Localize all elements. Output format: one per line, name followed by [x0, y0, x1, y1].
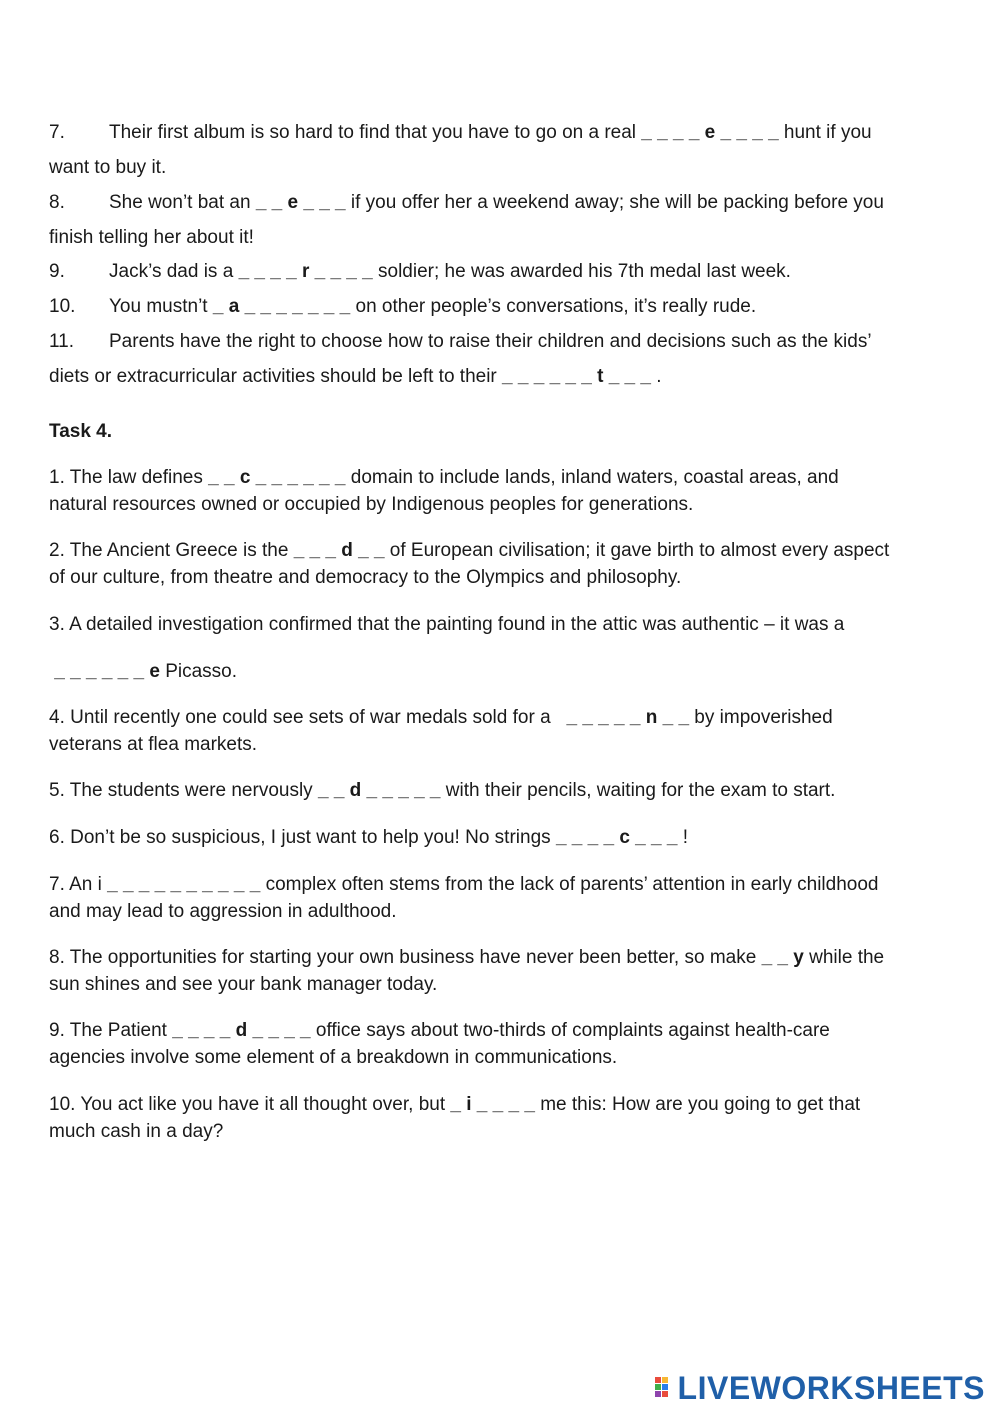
task3-item-11: 11. Parents have the right to choose how to raise their children and decisions such as the kids’ — [49, 331, 872, 352]
liveworksheets-logo-icon — [654, 1374, 676, 1402]
task3-item-8: 8. She won’t bat an _ _ e _ _ _ if you offer her a weekend away; she will be packing before you — [49, 192, 884, 213]
task4-item-4-cont: veterans at flea markets. — [49, 734, 258, 755]
answer-blank[interactable]: _ _ _ _ e _ _ _ _ — [641, 122, 779, 143]
answer-blank[interactable]: _ _ _ _ _ _ _ _ _ _ — [107, 874, 261, 895]
task4-item-1: 1. The law defines _ _ c _ _ _ _ _ _ domain to include lands, inland waters, coastal areas, and — [49, 467, 839, 488]
task4-item-10-cont: much cash in a day? — [49, 1121, 224, 1142]
task4-item-3-cont: _ _ _ _ _ _ e Picasso. — [54, 661, 238, 682]
answer-blank[interactable]: _ _ y — [761, 947, 804, 968]
task4-item-9: 9. The Patient _ _ _ _ d _ _ _ _ office says about two-thirds of complaints against health-care — [49, 1020, 830, 1041]
task4-item-6: 6. Don’t be so suspicious, I just want to help you! No strings _ _ _ _ c _ _ _ ! — [49, 827, 688, 848]
task4-item-4: 4. Until recently one could see sets of war medals sold for a _ _ _ _ _ n _ _ by impoverished — [49, 707, 833, 728]
answer-blank[interactable]: _ _ e _ _ _ — [255, 192, 346, 213]
answer-blank[interactable]: _ _ _ _ _ n _ _ — [566, 707, 690, 728]
task3-item-7: 7. Their first album is so hard to find that you have to go on a real _ _ _ _ e _ _ _ _ hunt if you — [49, 122, 872, 143]
answer-blank[interactable]: _ _ c _ _ _ _ _ _ — [208, 467, 346, 488]
task4-item-8-cont: sun shines and see your bank manager today. — [49, 974, 438, 995]
task4-item-9-cont: agencies involve some element of a breakdown in communications. — [49, 1047, 618, 1068]
answer-blank[interactable]: _ _ _ d _ _ — [293, 540, 385, 561]
task3-item-7-cont: want to buy it. — [49, 157, 167, 178]
task4-item-3: 3. A detailed investigation confirmed that the painting found in the attic was authentic – it was a — [49, 614, 845, 635]
answer-blank[interactable]: _ _ _ _ r _ _ _ _ — [238, 261, 373, 282]
answer-blank[interactable]: _ a _ _ _ _ _ _ _ — [212, 296, 351, 317]
task4-item-7: 7. An i _ _ _ _ _ _ _ _ _ _ complex often stems from the lack of parents’ attention in early childhood — [49, 874, 879, 895]
task4-heading: Task 4. — [49, 421, 113, 442]
liveworksheets-logo[interactable] — [654, 1370, 985, 1406]
task4-item-2-cont: of our culture, from theatre and democracy to the Olympics and philosophy. — [49, 567, 682, 588]
answer-blank[interactable]: _ _ _ _ _ _ e — [54, 661, 160, 682]
task4-item-1-cont: natural resources owned or occupied by Indigenous peoples for generations. — [49, 494, 694, 515]
task4-item-8: 8. The opportunities for starting your own business have never been better, so make _ _ y while the — [49, 947, 885, 968]
task3-item-11-cont: diets or extracurricular activities should be left to their _ _ _ _ _ _ t _ _ _ . — [49, 366, 662, 387]
task3-item-9: 9. Jack’s dad is a _ _ _ _ r _ _ _ _ soldier; he was awarded his 7th medal last week. — [49, 261, 791, 282]
task4-item-5: 5. The students were nervously _ _ d _ _ _ _ _ with their pencils, waiting for the exam to start. — [49, 780, 836, 801]
answer-blank[interactable]: _ _ _ _ c _ _ _ — [555, 827, 678, 848]
answer-blank[interactable]: _ _ _ _ d _ _ _ _ — [172, 1020, 311, 1041]
logo-text: LIVEWORKSHEETS — [677, 1369, 985, 1406]
task4-item-2: 2. The Ancient Greece is the _ _ _ d _ _ of European civilisation; it gave birth to almost every aspect — [49, 540, 890, 561]
answer-blank[interactable]: _ i _ _ _ _ — [450, 1094, 535, 1115]
task4-item-10: 10. You act like you have it all thought over, but _ i _ _ _ _ me this: How are you going to get that — [49, 1094, 861, 1115]
task3-item-8-cont: finish telling her about it! — [49, 227, 254, 248]
answer-blank[interactable]: _ _ d _ _ _ _ _ — [317, 780, 441, 801]
answer-blank[interactable]: _ _ _ _ _ _ t _ _ _ — [502, 366, 651, 387]
task4-item-7-cont: and may lead to aggression in adulthood. — [49, 901, 397, 922]
task3-item-10: 10. You mustn’t _ a _ _ _ _ _ _ _ on other people’s conversations, it’s really rude. — [49, 296, 757, 317]
